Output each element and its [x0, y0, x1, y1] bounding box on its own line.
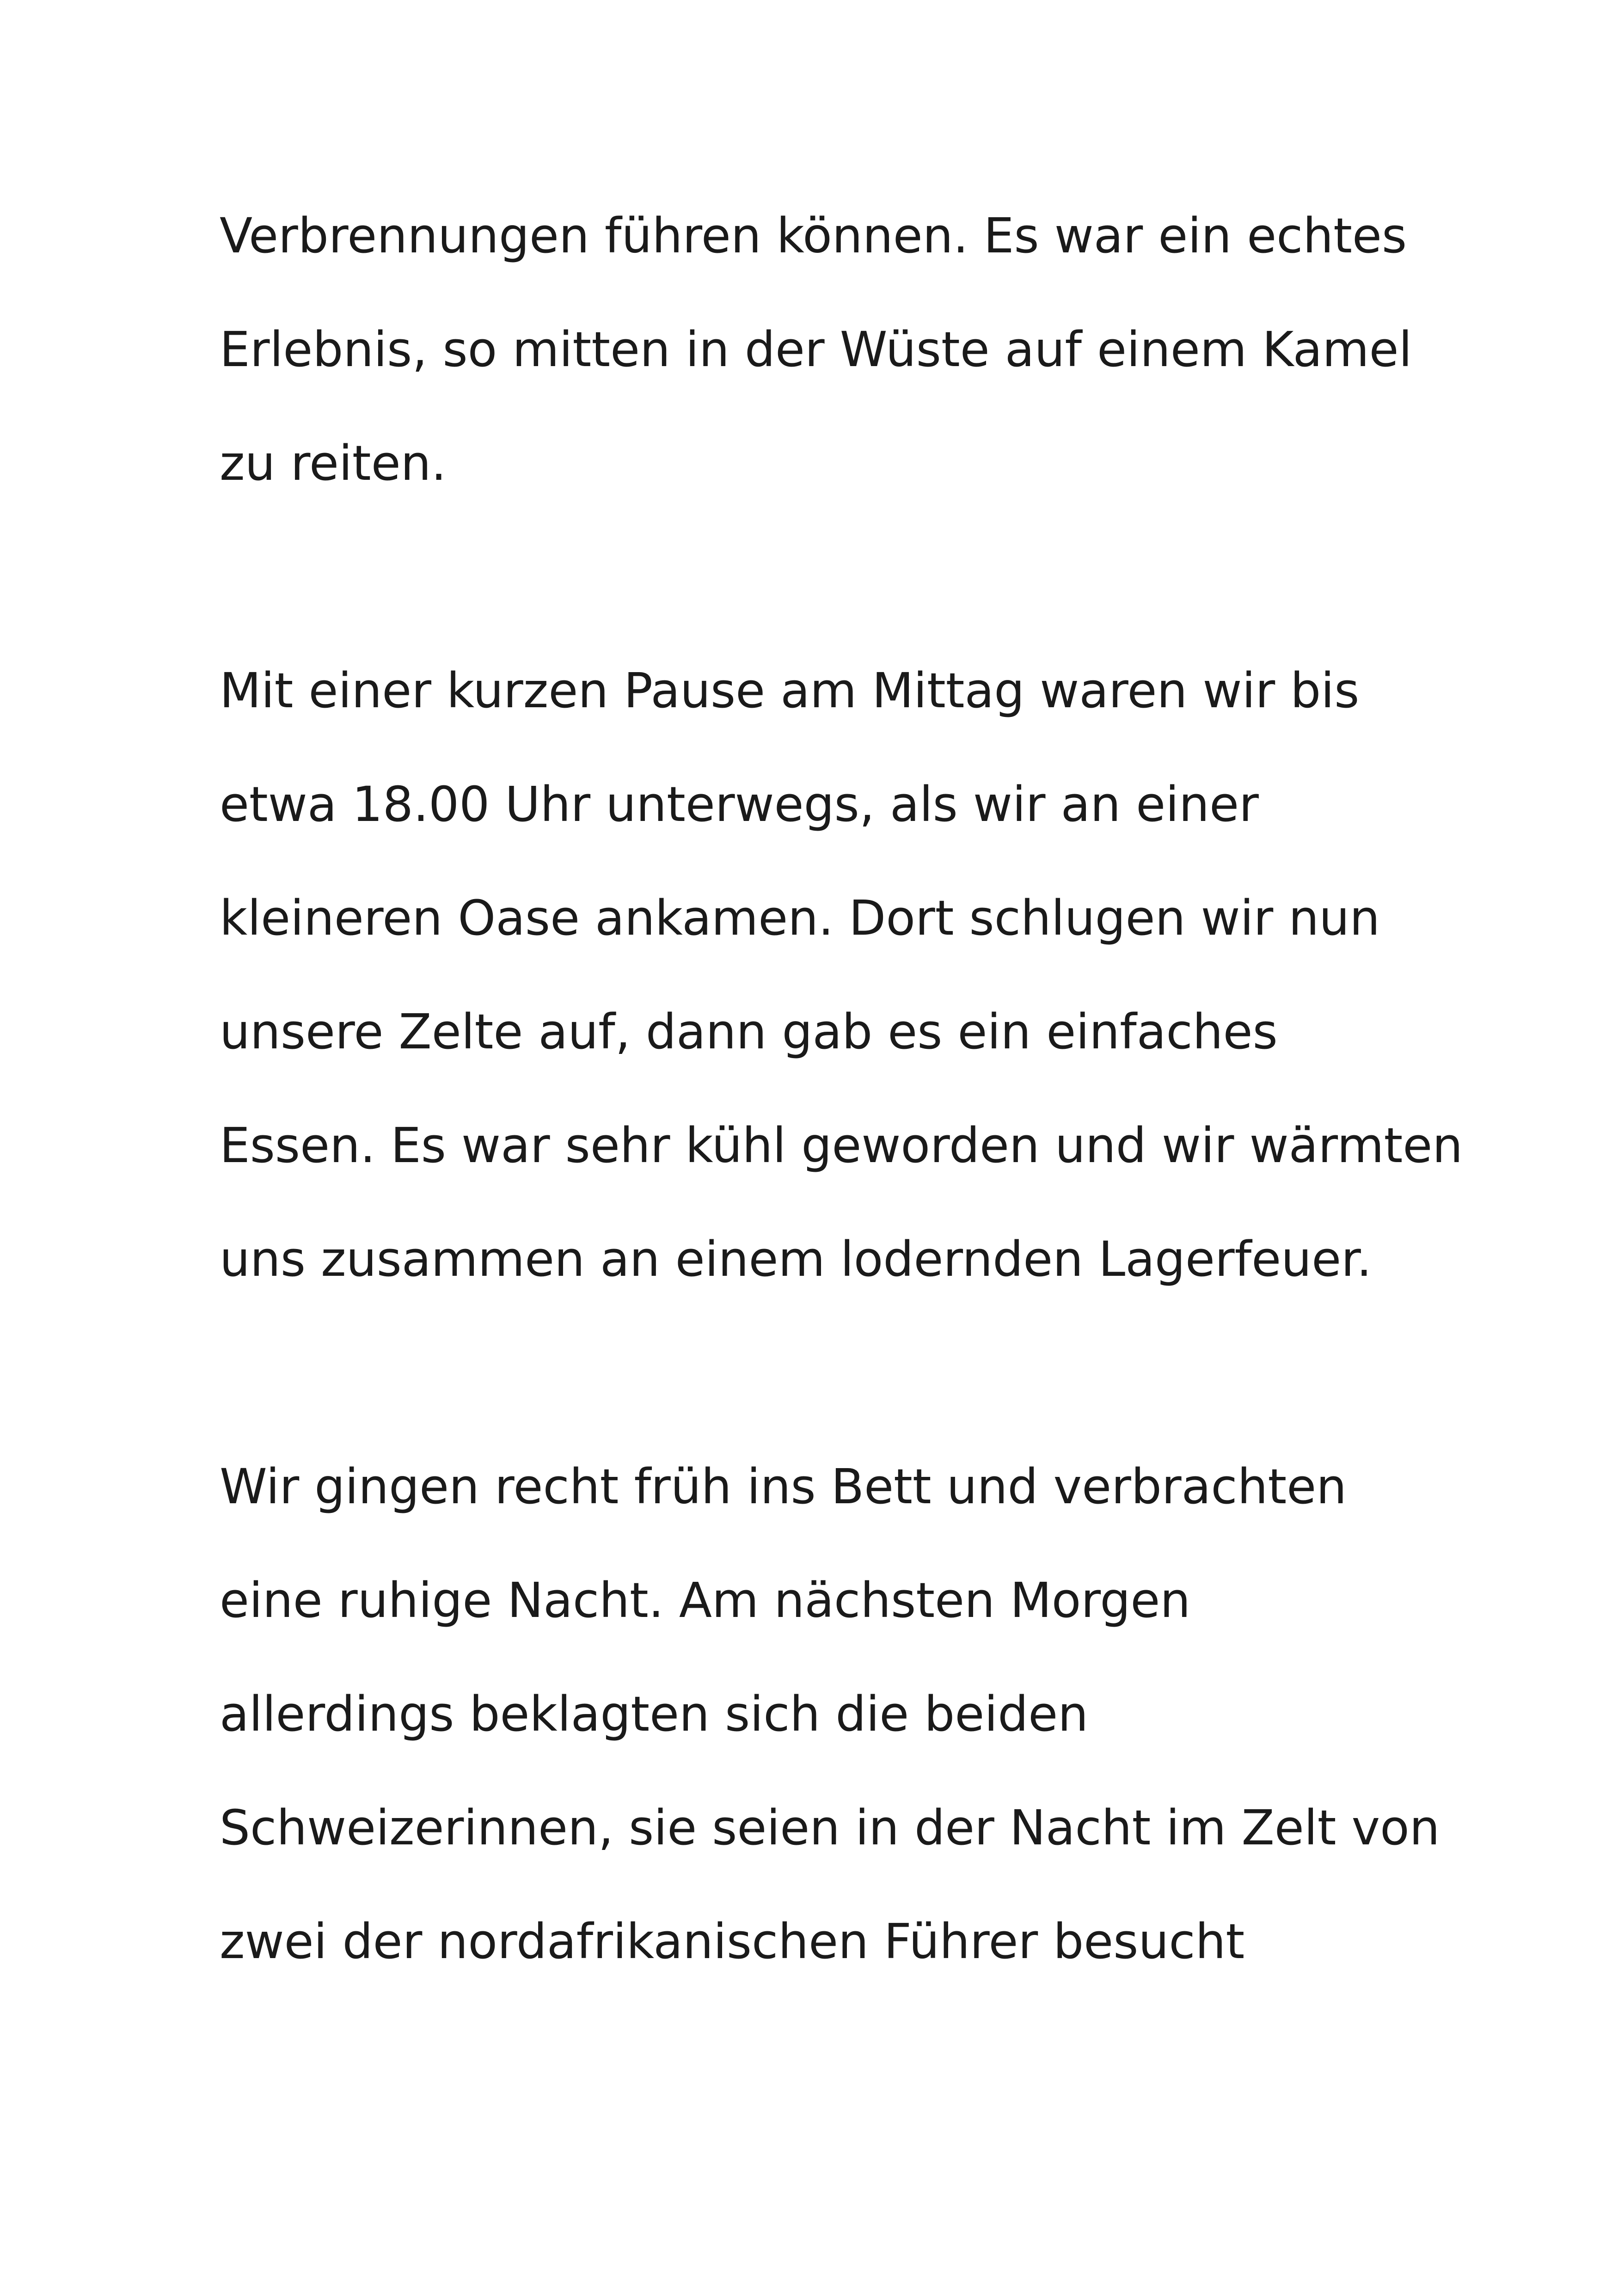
paragraph-2-line-3: kleineren Oase ankamen. Dort schlugen wir nun — [220, 890, 1380, 946]
paragraph-2-line-1: Mit einer kurzen Pause am Mittag waren wir bis — [220, 662, 1360, 719]
paragraph-2-line-6: uns zusammen an einem lodernden Lagerfeuer. — [220, 1231, 1372, 1287]
paragraph-2-line-4: unsere Zelte auf, dann gab es ein einfaches — [220, 1004, 1278, 1060]
paragraph-3-line-1: Wir gingen recht früh ins Bett und verbrachten — [220, 1458, 1347, 1515]
paragraph-2-line-5: Essen. Es war sehr kühl geworden und wir wärmten — [220, 1117, 1463, 1174]
paragraph-3-line-4: Schweizerinnen, sie seien in der Nacht im Zelt von — [220, 1800, 1440, 1856]
paragraph-3-line-5: zwei der nordafrikanischen Führer besucht — [220, 1913, 1245, 1970]
paragraph-3-line-3: allerdings beklagten sich die beiden — [220, 1686, 1089, 1742]
paragraph-2-line-2: etwa 18.00 Uhr unterwegs, als wir an einer — [220, 776, 1259, 833]
paragraph-1-line-1: Verbrennungen führen können. Es war ein echtes — [220, 208, 1407, 264]
paragraph-1-line-3: zu reiten. — [220, 435, 447, 491]
paragraph-1-line-2: Erlebnis, so mitten in der Wüste auf einem Kamel — [220, 321, 1412, 378]
paragraph-3-line-2: eine ruhige Nacht. Am nächsten Morgen — [220, 1572, 1191, 1629]
